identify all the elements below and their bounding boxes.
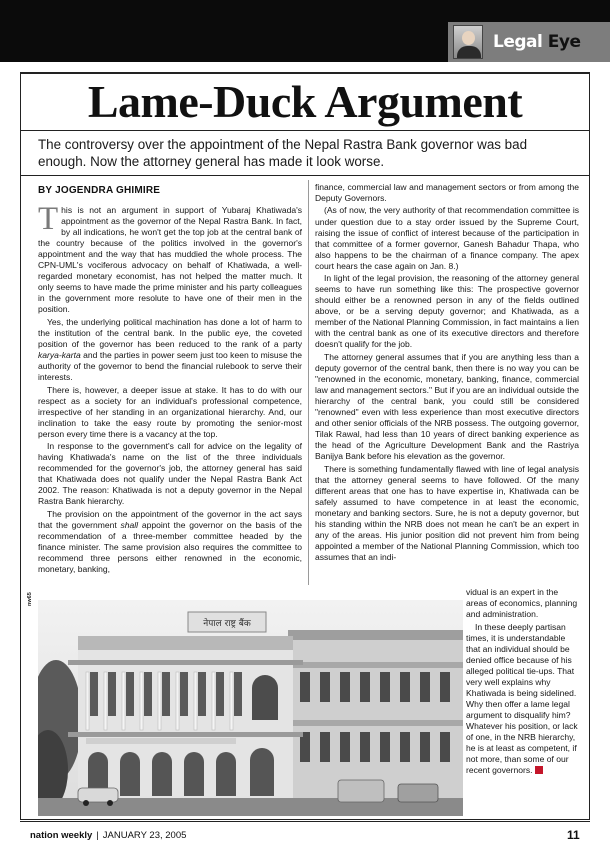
column-3 <box>466 587 579 811</box>
bank-sign-text: नेपाल राष्ट्र बैंक <box>203 619 251 629</box>
paragraph: In response to the government's call for advice on the legality of having Khatiwada's name on the list of the three individuals recommended for the governor's job, the attorney general has said that Khatiwada does not qualify under the Nepal Rastra Bank Act 2002. The reason: Khatiwada is not a deputy governor in the Nepal Rastra Bank hierarchy. <box>38 441 302 507</box>
deck-text: The controversy over the appointment of the Nepal Rastra Bank governor was bad enough. Now the attorney general has made it look worse. <box>38 137 528 169</box>
paragraph: The attorney general assumes that if you are anything less than a deputy governor of the central bank, then there is no way you can be "renowned in the economic, monetary, banking, finance, commercial law and management sectors." But if you are an individual outside the hierarchy of the central bank, you could still be considered "renowned" even with less experience than most executive directors and other senior officials of the NRB possess. The outgoing governor, Tilak Rawal, had less than 10 years of direct banking experience as the head of the Agriculture Development Bank and the Rastriya Banijya Bank before his elevation as the governor. <box>315 351 579 462</box>
magazine-name: nation weekly <box>30 830 93 841</box>
paragraph: This is not an argument in support of Yubaraj Khatiwada's appointment as the governor of the Nepal Rastra Bank. In fact, by all indications, he won't get the top job at the central bank of the country because of the politics involved in the governor's appointment and the way that has muddied the whole process. The CPN-UML's vociferous advocacy on behalf of Khatiwada, a well-regarded monetary economist, has not helped the matter much. It only seems to have made the prime minister and his party colleagues in the government more resolute to have one of their men in the position. <box>38 205 302 315</box>
frame-top-rule <box>20 72 590 74</box>
footer-info <box>30 830 186 841</box>
drop-cap: T <box>38 205 59 237</box>
paragraph: The provision on the appointment of the governor in the act says that the government shall appoint the governor on the basis of the recommendation of a three-member committee headed by the finance minister. The same provision also requires the committee to recommend three persons either renowned in the economic, monetary, banking, <box>38 508 302 575</box>
column-divider <box>308 180 309 585</box>
headline-rule <box>20 130 590 131</box>
column-2 <box>315 182 579 586</box>
end-mark-icon <box>535 766 543 774</box>
deck-rule <box>20 175 590 176</box>
paragraph: In these deeply partisan times, it is understandable that an individual should be denied office because of his alleged political tie-ups. That very well explains why Khatiwada is being sidelined. Why then offer a lame legal argument to disqualify him? Whatever his position, or lack of one, in the NRB hierarchy, he is at least as competent, if not more, than some of our recent governors. <box>466 621 578 776</box>
paragraph: Yes, the underlying political machination has done a lot of harm to the institution of the central bank. In the public eye, the coveted position of the governor has been reduced to the rank of a party karya-karta and the parties in power seem just too keen to misuse the authority of the governor to bend the financial rulebook to serve their interests. <box>38 316 302 383</box>
column-title-word-2: Eye <box>547 32 581 52</box>
paragraph: In light of the legal provision, the reasoning of the attorney general seems to have run something like this: The prospective governor should either be a renowned person in any of the fields outlined above, or be a serving deputy governor; and Khatiwada, as a member of the National Planning Commission, in fact maintains a lien with the central bank as one of its executive directors and therefore doesn't qualify for the job. <box>315 273 579 350</box>
paragraph: (As of now, the very authority of that recommendation committee is under question due to a stay order issued by the Supreme Court, raising the issue of conflict of interest because of the participation in that committee of a former governor, Ganesh Bahadur Thapa, who also happens to be the chairman of a finance company. The apex court hears the case again on Jan. 8.) <box>315 205 579 271</box>
paragraph: vidual is an expert in the areas of economics, planning and administration. <box>466 587 578 620</box>
central-bank-building-photo <box>38 600 463 816</box>
issue-date: JANUARY 23, 2005 <box>102 830 187 841</box>
column-1 <box>38 205 302 590</box>
column-title <box>493 32 581 52</box>
columnist-portrait-icon <box>453 25 483 59</box>
byline: BY JOGENDRA GHIMIRE <box>38 185 161 196</box>
footer-separator: | <box>96 830 99 841</box>
headline: Lame-Duck Argument <box>87 76 523 127</box>
paragraph: finance, commercial law and management sectors or from among the Deputy Governors. <box>315 182 579 204</box>
column-title-word-1: Legal <box>493 32 543 52</box>
paragraph: There is, however, a deeper issue at stake. It has to do with our respect as a society for an individual's professional competence, irrespective of her standing in an organizational hierarchy. And, our inclination to take the easy route by promoting the senior-most person every time there is a vacancy at the top. <box>38 384 302 439</box>
paragraph: There is something fundamentally flawed with line of legal analysis that the attorney general seems to have followed. Of the many different areas that one has to have expertise in, Khatiwada can be safely assumed to have competence in at least the economic, monetary and banking sectors. Sure, he is not a deputy governor, but his standing within the NRB does not mean he can't be an expert in any of the areas. His junior position did not prevent him from being appointed a member of the National Planning Commission, which too assumes that an indi- <box>315 463 579 563</box>
column-tab <box>448 22 610 62</box>
footer-rule <box>20 821 590 822</box>
photo-credit: nw65 <box>27 592 33 606</box>
page-number: 11 <box>567 828 580 842</box>
